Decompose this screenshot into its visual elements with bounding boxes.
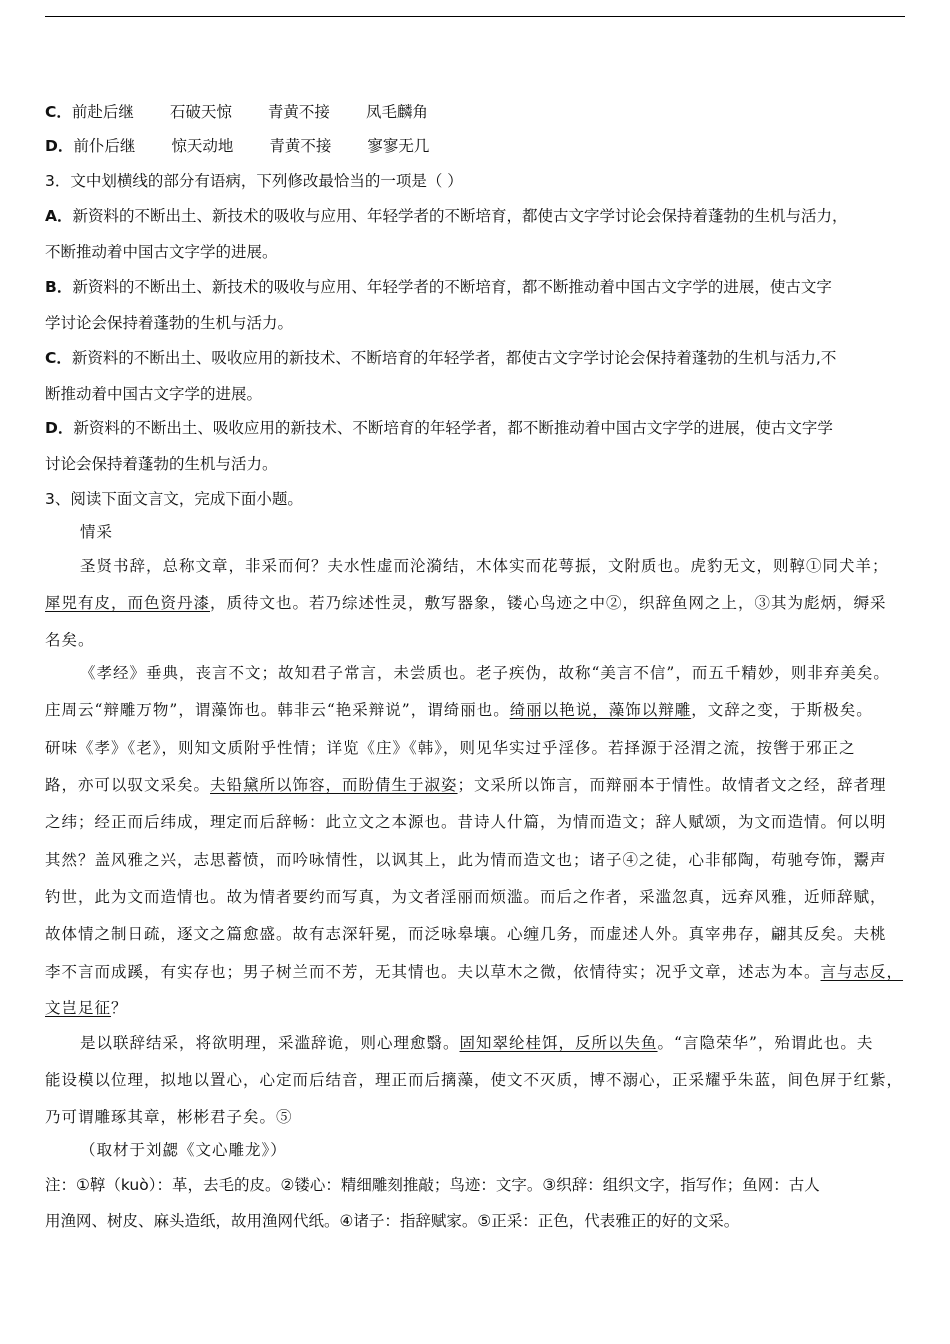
underlined-phrase: 夫铅黛所以饰容，而盼倩生于淑姿 xyxy=(210,776,458,794)
q3-option-a-line2: 不断推动着中国古文字学的进展。 xyxy=(45,243,278,261)
option-d-item-1: 前仆后继 xyxy=(73,137,136,155)
option-d-item-4: 寥寥无几 xyxy=(367,137,430,155)
underlined-phrase: 固知翠纶桂饵，反所以失鱼 xyxy=(459,1034,658,1052)
p3-line-1: 是以联辞结采，将欲明理，采滥辞诡，则心理愈翳。固知翠纶桂饵，反所以失鱼。“言隐荣华”，殆谓此也。夫 xyxy=(80,1034,874,1052)
p2-line-8: 故体情之制日疏，逐文之篇愈盛。故有志深轩冕，而泛咏皋壤。心缠几务，而虚述人外。真宰弗存，翩其反矣。夫桃 xyxy=(45,925,887,943)
option-d-row xyxy=(45,136,429,156)
q3-option-c-line1 xyxy=(45,348,836,368)
underlined-phrase: 绮丽以艳说，藻饰以辩雕 xyxy=(509,701,692,719)
q3-option-d-label: D． xyxy=(45,419,74,437)
option-c-label: C． xyxy=(45,103,72,121)
p3-line-3: 乃可谓雕琢其章，彬彬君子矣。⑤ xyxy=(45,1108,293,1126)
q3-option-a-label: A． xyxy=(45,207,73,225)
q3-option-b-label: B． xyxy=(45,278,73,296)
q3-option-a-line1 xyxy=(45,206,848,226)
q3-option-b-text: 新资料的不断出土、新技术的吸收与应用、年轻学者的不断培育，都不断推动着中国古文字学的进展，使古文字 xyxy=(72,278,832,296)
p2-line-7: 钓世，此为文而造情也。故为情者要约而写真，为文者淫丽而烦滥。而后之作者，采滥忽真，远弃风雅，近师辞赋， xyxy=(45,888,887,906)
p2-line-9: 李不言而成蹊，有实存也；男子树兰而不芳，无其情也。夫以草木之微，依情待实；况乎文章，述志为本。言与志反， xyxy=(45,963,904,981)
notes-line-2: 用渔网、树皮、麻头造纸，故用渔网代纸。④诸子：指辞赋家。⑤正采：正色，代表雅正的好的文采。 xyxy=(45,1212,740,1230)
p2-line-5: 之纬；经正而后纬成，理定而后辞畅：此立文之本源也。昔诗人什篇，为情而造文；辞人赋颂，为文而造情。何以明 xyxy=(45,813,887,831)
q3-option-c-label: C． xyxy=(45,349,72,367)
question-3-stem: 3．文中划横线的部分有语病，下列修改最恰当的一项是（ ） xyxy=(45,172,463,190)
p1-line-2: 犀兕有皮，而色资丹漆，质待文也。若乃综述性灵，敷写器象，镂心鸟迹之中②，织辞鱼网之上，③其为彪炳，缛采 xyxy=(45,594,887,612)
passage-title: 情采 xyxy=(80,523,114,541)
option-d-label: D． xyxy=(45,137,74,155)
passage-source: （取材于刘勰《文心雕龙》） xyxy=(80,1141,287,1159)
q3-option-d-line1 xyxy=(45,418,833,438)
p2-line-2: 庄周云“辩雕万物”，谓藻饰也。韩非云“艳采辩说”，谓绮丽也。绮丽以艳说，藻饰以辩雕，文辞之变，于斯极矣。 xyxy=(45,701,873,719)
p2-line-1: 《孝经》垂典，丧言不文；故知君子常言，未尝质也。老子疾伪，故称“美言不信”，而五千精妙，则非弃美矣。 xyxy=(80,664,890,682)
option-c-item-2: 石破天惊 xyxy=(169,103,232,121)
p1-line-1: 圣贤书辞，总称文章，非采而何？夫水性虚而沦漪结，木体实而花萼振，文附质也。虎豹无文，则鞟①同犬羊； xyxy=(80,557,889,575)
section-3-intro: 3、阅读下面文言文，完成下面小题。 xyxy=(45,490,303,508)
p1-line-3: 名矣。 xyxy=(45,631,95,649)
underlined-phrase: 文岂足征 xyxy=(45,999,112,1017)
p2-line-10: 文岂足征？ xyxy=(45,999,128,1017)
underlined-phrase: 犀兕有皮，而色资丹漆 xyxy=(45,594,211,612)
option-d-item-3: 青黄不接 xyxy=(269,137,332,155)
q3-option-d-text: 新资料的不断出土、吸收应用的新技术、不断培育的年轻学者，都不断推动着中国古文字学的进展，使古文字学 xyxy=(73,419,833,437)
option-c-row xyxy=(45,102,428,122)
q3-option-c-line2: 断推动着中国古文字学的进展。 xyxy=(45,385,263,403)
option-c-item-3: 青黄不接 xyxy=(267,103,330,121)
header-rule xyxy=(45,16,905,17)
option-c-item-1: 前赴后继 xyxy=(71,103,134,121)
p2-line-3: 研味《孝》《老》，则知文质附乎性情；详览《庄》《韩》，则见华实过乎淫侈。若择源于泾渭之流，按辔于邪正之 xyxy=(45,739,856,757)
p3-line-2: 能设模以位理，拟地以置心，心定而后结音，理正而后摛藻，使文不灭质，博不溺心，正采耀乎朱蓝，间色屏于红紫， xyxy=(45,1071,904,1089)
q3-option-b-line2: 学讨论会保持着蓬勃的生机与活力。 xyxy=(45,314,294,332)
p2-line-4: 路，亦可以驭文采矣。夫铅黛所以饰容，而盼倩生于淑姿；文采所以饰言，而辩丽本于情性。故情者文之经，辞者理 xyxy=(45,776,887,794)
notes-line-1: 注：①鞟（kuò）：革，去毛的皮。②镂心：精细雕刻推敲；鸟迹：文字。③织辞：组织文字，指写作；鱼网：古人 xyxy=(45,1176,820,1194)
underlined-phrase: 言与志反， xyxy=(820,963,904,981)
q3-option-c-text: 新资料的不断出土、吸收应用的新技术、不断培育的年轻学者，都使古文字学讨论会保持着蓬勃的生机与活力,不 xyxy=(71,349,837,367)
q3-option-a-text: 新资料的不断出土、新技术的吸收与应用、年轻学者的不断培育，都使古文字学讨论会保持着蓬勃的生机与活力， xyxy=(72,207,848,225)
q3-option-d-line2: 讨论会保持着蓬勃的生机与活力。 xyxy=(45,455,278,473)
option-d-item-2: 惊天动地 xyxy=(171,137,234,155)
q3-option-b-line1 xyxy=(45,277,832,297)
option-c-item-4: 凤毛麟角 xyxy=(365,103,428,121)
p2-line-6: 其然？盖风雅之兴，志思蓄愤，而吟咏情性，以讽其上，此为情而造文也；诸子④之徒，心非郁陶，苟驰夸饰，鬻声 xyxy=(45,851,887,869)
